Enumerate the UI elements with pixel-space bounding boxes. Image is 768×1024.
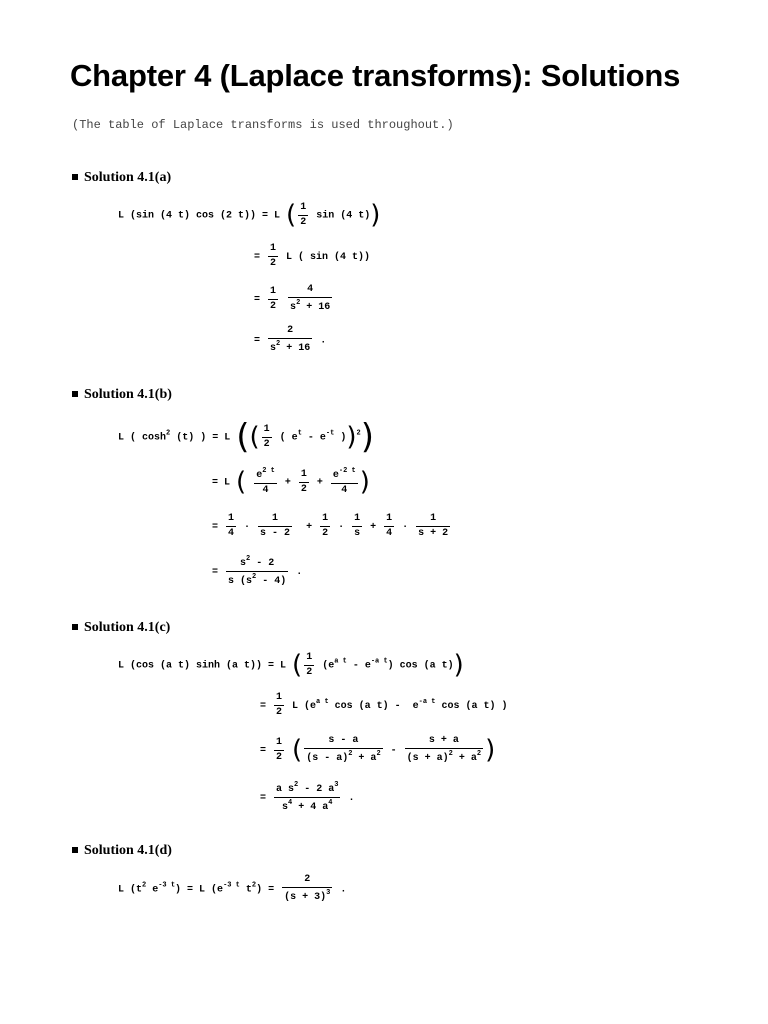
eq-c-line3: = $\frac{1}{2}$ ( $\frac{s - a}{(s - a)^2 + a^2}$ - $\frac{s + a}{(s + a)^2 + a^2}$ )	[260, 735, 496, 765]
bullet-icon	[72, 624, 78, 630]
eq-b-line3: = $\frac{1}{4}$ · $\frac{1}{s - 2}$ + $\frac{1}{2}$ · $\frac{1}{s}$ + $\frac{1}{4}$ · $\frac{1}{s + 2}$	[212, 513, 449, 539]
page-title: Chapter 4 (Laplace transforms): Solutions	[70, 58, 681, 93]
eq-d-line1: L ($t^2$ $e^{-3 t}) = L$ ($e^{-3 t}$ $t^2$) = $\frac{2}{(s + 3)^3}$ .	[118, 874, 347, 903]
eq-c-line1: L (cos (a t) sinh (a t)) = L ( $\frac{1}{2}$ $(e^{a t} - e^{-a t})$ cos (a t))	[118, 650, 464, 680]
section-heading-c: Solution 4.1(c)	[72, 620, 170, 636]
eq-c-line4: = $\frac{a s^2 - 2 a^3}{s^4 + 4 a^4}$ .	[260, 781, 355, 813]
eq-a-line3: = $\frac{1}{2}$ $\frac{4}{s^2 + 16}$	[254, 284, 331, 313]
bullet-icon	[72, 174, 78, 180]
bullet-icon	[72, 847, 78, 853]
eq-c-line2: = $\frac{1}{2}$ L ($e^{a t}$ cos (a $t) - e^{-a t}$ cos (a t) )	[260, 692, 508, 718]
bullet-icon	[72, 391, 78, 397]
intro-note: (The table of Laplace transforms is used throughout.)	[72, 118, 454, 132]
section-heading-a: Solution 4.1(a)	[72, 170, 171, 186]
eq-b-line2: = L ( $\frac{e^{2 t}}{4}$ + $\frac{1}{2}$ + $\frac{e^{-2 t}}{4}$ )	[212, 467, 370, 497]
eq-a-line1: L (sin (4 t) cos (2 t)) = L ( $\frac{1}{2}$ sin (4 t))	[118, 200, 381, 230]
eq-a-line4: = $\frac{2}{s^2 + 16}$ .	[254, 325, 327, 354]
eq-b-line4: = $\frac{s^2 - 2}{s (s^2 - 4)}$ .	[212, 555, 303, 587]
eq-b-line1: L ( $\cosh^2 (t)$ ) = L (( $\frac{1}{2}$ ( $e^t - e^{-t}$ ))$^2$)	[118, 417, 374, 457]
section-heading-d: Solution 4.1(d)	[72, 843, 172, 859]
eq-a-line2: = $\frac{1}{2}$ L ( sin (4 t))	[254, 243, 371, 269]
section-heading-b: Solution 4.1(b)	[72, 387, 172, 403]
